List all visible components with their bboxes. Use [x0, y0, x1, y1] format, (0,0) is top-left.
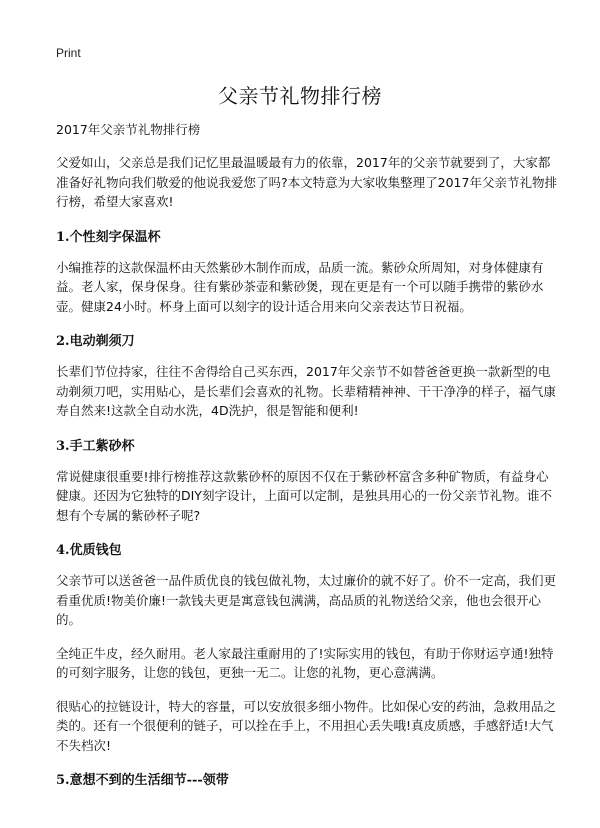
section-3: [56, 435, 560, 526]
section-paragraph: 小编推荐的这款保温杯由天然紫砂木制作而成，品质一流。紫砂众所周知，对身体健康有益。老人家，保身保身。往有紫砂茶壶和紫砂煲，现在更是有一个可以随手携带的紫砂水壶。健康24小时。杯身上面可以刻字的设计适合用来向父亲表达节日祝福。: [56, 259, 544, 314]
article-subtitle: 2017年父亲节礼物排行榜: [56, 122, 201, 137]
print-link[interactable]: Print: [56, 46, 81, 60]
section-heading: 1.个性刻字保温杯: [56, 229, 161, 245]
section-heading: 3.手工紫砂杯: [56, 438, 135, 454]
section-1: [56, 226, 560, 317]
section-paragraph: 父亲节可以送爸爸一品件质优良的钱包做礼物，太过廉价的就不好了。价不一定高，我们更看重优质!物美价廉!一款钱夫更是寓意钱包满满，高品质的礼物送给父亲，他也会很开心的。: [56, 573, 557, 627]
section-paragraph: 很贴心的拉链设计，特大的容量，可以安放很多细小物件。比如保心安的药油，急救用品之类的。还有一个很便利的链子，可以拴在手上，不用担心丢失哦!真皮质感，手感舒适!大气不失档次!: [56, 698, 557, 753]
section-heading: 5.意想不到的生活细节---领带: [56, 773, 229, 788]
section-heading: 4.优质钱包: [56, 543, 122, 558]
section-paragraph: 常说健康很重要!排行榜推荐这款紫砂杯的原因不仅在于紫砂杯富含多种矿物质，有益身心健康。还因为它独特的DIY刻字设计，上面可以定制，是独具用心的一份父亲节礼物。谁不想有个专属的紫砂杯子呢?: [56, 468, 552, 523]
section-paragraph: 全纯正牛皮，经久耐用。老人家最注重耐用的了!实际实用的钱包，有助于你财运亨通!独特的可刻字服务，让您的钱包，更独一无二。让您的礼物，更心意满满。: [56, 645, 554, 680]
section-paragraph: 长辈们节位持家，往往不舍得给自己买东西，2017年父亲节不如替爸爸更换一款新型的电动剃须刀吧，实用贴心，是长辈们会喜欢的礼物。长辈精精神神、干干净净的样子，福气康寿自然来!这款全自动水洗，4D洗护，很是智能和便利!: [56, 364, 557, 418]
section-4: [56, 539, 560, 755]
page-title: 父亲节礼物排行榜: [218, 84, 382, 108]
section-heading: 2.电动剃须刀: [56, 334, 135, 349]
section-5: [56, 769, 560, 788]
article-body: [56, 120, 560, 801]
intro-paragraph: 父爱如山，父亲总是我们记忆里最温暖最有力的依靠，2017年的父亲节就要到了，大家都准备好礼物向我们敬爱的他说我爱您了吗?本文特意为大家收集整理了2017年父亲节礼物排行榜，希望大家喜欢!: [56, 155, 557, 209]
section-2: [56, 330, 560, 421]
